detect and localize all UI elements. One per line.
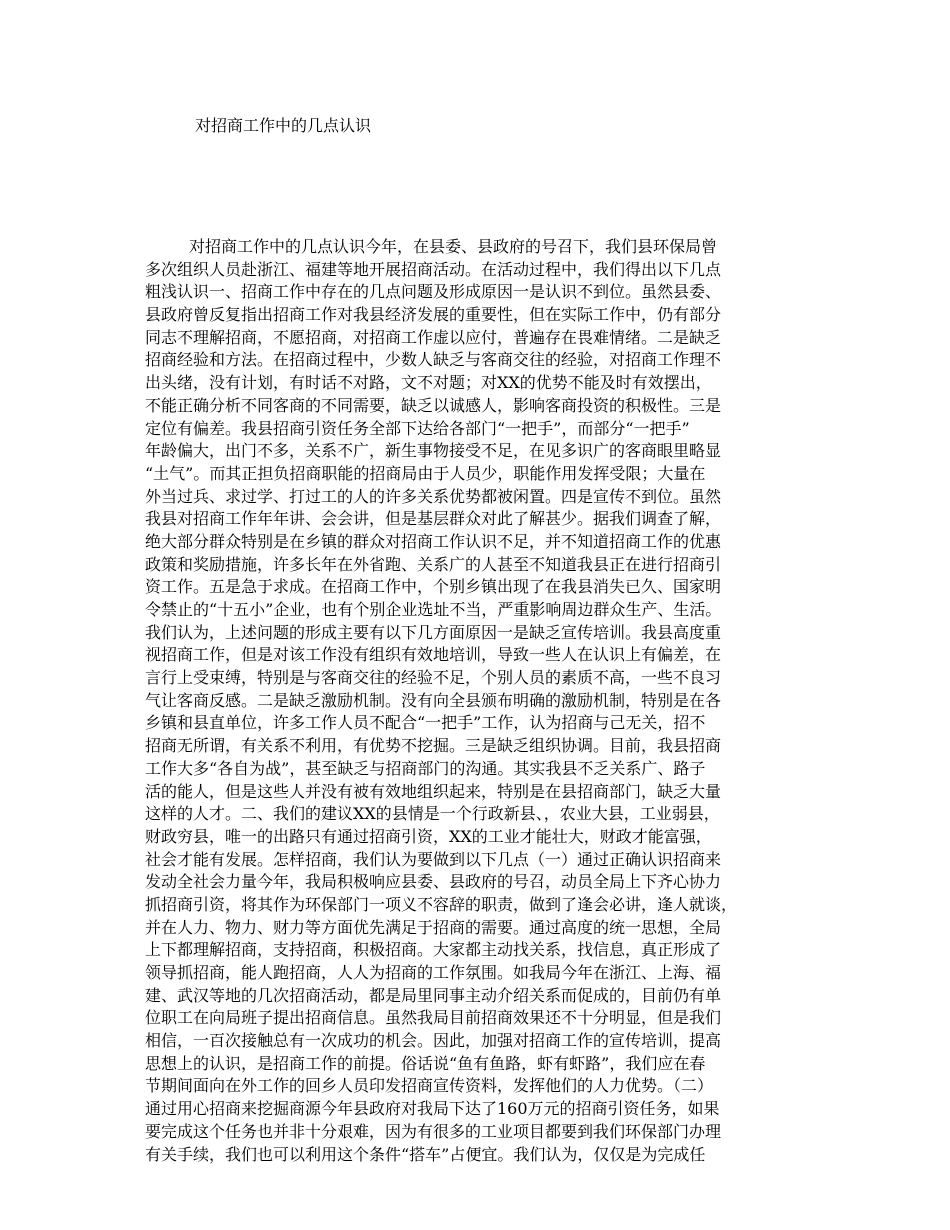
body-line: 多次组织人员赴浙江、福建等地开展招商活动。在活动过程中，我们得出以下几点 <box>145 259 722 279</box>
body-line: 思想上的认识，是招商工作的前提。俗话说“鱼有鱼路，虾有虾路”，我们应在春 <box>145 1053 706 1073</box>
body-line: 不能正确分析不同客商的不同需要，缺乏以诚感人，影响客商投资的积极性。三是 <box>145 395 722 415</box>
body-line: 气让客商反感。二是缺乏激励机制。没有向全县颁布明确的激励机制，特别是在各 <box>145 690 722 710</box>
body-line: 年龄偏大，出门不多，关系不广，新生事物接受不足，在见多识广的客商眼里略显 <box>145 441 722 461</box>
body-line: 上下都理解招商，支持招商，积极招商。大家都主动找关系，找信息，真正形成了 <box>145 940 722 960</box>
body-line: 抓招商引资，将其作为环保部门一项义不容辞的职责，做到了逢会必讲，逢人就谈， <box>145 894 738 914</box>
body-line: 并在人力、物力、财力等方面优先满足于招商的需要。通过高度的统一思想，全局 <box>145 917 722 937</box>
body-line: 招商经验和方法。在招商过程中，少数人缺乏与客商交往的经验，对招商工作理不 <box>145 350 722 370</box>
body-line: 建、武汉等地的几次招商活动，都是局里同事主动介绍关系而促成的，目前仍有单 <box>145 985 722 1005</box>
body-line: 招商无所谓，有关系不利用，有优势不挖掘。三是缺乏组织协调。目前，我县招商 <box>145 736 722 756</box>
body-line: 我们认为，上述问题的形成主要有以下几方面原因一是缺乏宣传培训。我县高度重 <box>145 622 722 642</box>
document-body <box>145 236 825 1166</box>
body-line: 领导抓招商，能人跑招商，人人为招商的工作氛围。如我局今年在浙江、上海、福 <box>145 963 722 982</box>
body-line: 活的能人，但是这些人并没有被有效地组织起来，特别是在县招商部门，缺乏大量 <box>145 781 722 801</box>
body-line: 位职工在向局班子提出招商信息。虽然我局目前招商效果还不十分明显，但是我们 <box>145 1008 722 1028</box>
body-line: 工作大多“各自为战”，甚至缺乏与招商部门的沟通。其实我县不乏关系广、路子 <box>145 758 706 778</box>
body-line: 乡镇和县直单位，许多工作人员不配合“一把手”工作，认为招商与己无关，招不 <box>145 713 706 733</box>
document-title: 对招商工作中的几点认识 <box>195 116 372 135</box>
body-line: 节期间面向在外工作的回乡人员印发招商宣传资料，发挥他们的人力优势。（二） <box>145 1076 714 1096</box>
body-line: 定位有偏差。我县招商引资任务全部下达给各部门“一把手”，而部分“一把手” <box>145 418 690 438</box>
body-line: 发动全社会力量今年，我局积极响应县委、县政府的号召，动员全局上下齐心协力 <box>145 872 722 892</box>
body-line: 资工作。五是急于求成。在招商工作中，个别乡镇出现了在我县消失已久、国家明 <box>145 577 722 597</box>
body-line: 视招商工作，但是对该工作没有组织有效地培训，导致一些人在认识上有偏差，在 <box>145 645 722 665</box>
body-line: 出头绪，没有计划，有时话不对路，文不对题；对XX的优势不能及时有效摆出， <box>145 373 712 393</box>
body-line: 这样的人才。二、我们的建议XX的县情是一个行政新县、，农业大县，工业弱县， <box>145 804 720 824</box>
body-line: 县政府曾反复指出招商工作对我县经济发展的重要性，但在实际工作中，仍有部分 <box>145 305 722 325</box>
body-line: 绝大部分群众特别是在乡镇的群众对招商工作认识不足，并不知道招商工作的优惠 <box>145 531 722 551</box>
body-line: 社会才能有发展。怎样招商，我们认为要做到以下几点（一）通过正确认识招商来 <box>145 849 722 869</box>
body-line: 言行上受束缚，特别是与客商交往的经验不足，个别人员的素质不高，一些不良习 <box>145 668 722 688</box>
body-line: 相信，一百次接触总有一次成功的机会。因此，加强对招商工作的宣传培训，提高 <box>145 1031 722 1051</box>
body-line: 有关手续，我们也可以利用这个条件“搭车”占便宜。我们认为，仅仅是为完成任 <box>145 1144 706 1164</box>
body-line: 对招商工作中的几点认识今年，在县委、县政府的号召下，我们县环保局曾 <box>189 237 718 256</box>
body-line: “土气”。而其正担负招商职能的招商局由于人员少，职能作用发挥受限；大量在 <box>145 463 706 483</box>
body-line: 令禁止的“十五小”企业，也有个别企业选址不当，严重影响周边群众生产、生活。 <box>145 600 722 619</box>
body-line: 通过用心招商来挖掘商源今年县政府对我局下达了160万元的招商引资任务，如果 <box>145 1099 720 1119</box>
body-line: 同志不理解招商，不愿招商，对招商工作虚以应付，普遍存在畏难情绪。二是缺乏 <box>145 327 722 347</box>
body-line: 政策和奖励措施，许多长年在外省跑、关系广的人甚至不知道我县正在进行招商引 <box>145 554 722 574</box>
body-line: 我县对招商工作年年讲、会会讲，但是基层群众对此了解甚少。据我们调查了解， <box>145 509 722 529</box>
body-line: 粗浅认识一、招商工作中存在的几点问题及形成原因一是认识不到位。虽然县委、 <box>145 282 722 302</box>
body-line: 财政穷县，唯一的出路只有通过招商引资，XX的工业才能壮大，财政才能富强， <box>145 826 712 846</box>
body-line: 外当过兵、求过学、打过工的人的许多关系优势都被闲置。四是宣传不到位。虽然 <box>145 486 722 506</box>
body-line: 要完成这个任务也并非十分艰难，因为有很多的工业项目都要到我们环保部门办理 <box>145 1121 722 1141</box>
